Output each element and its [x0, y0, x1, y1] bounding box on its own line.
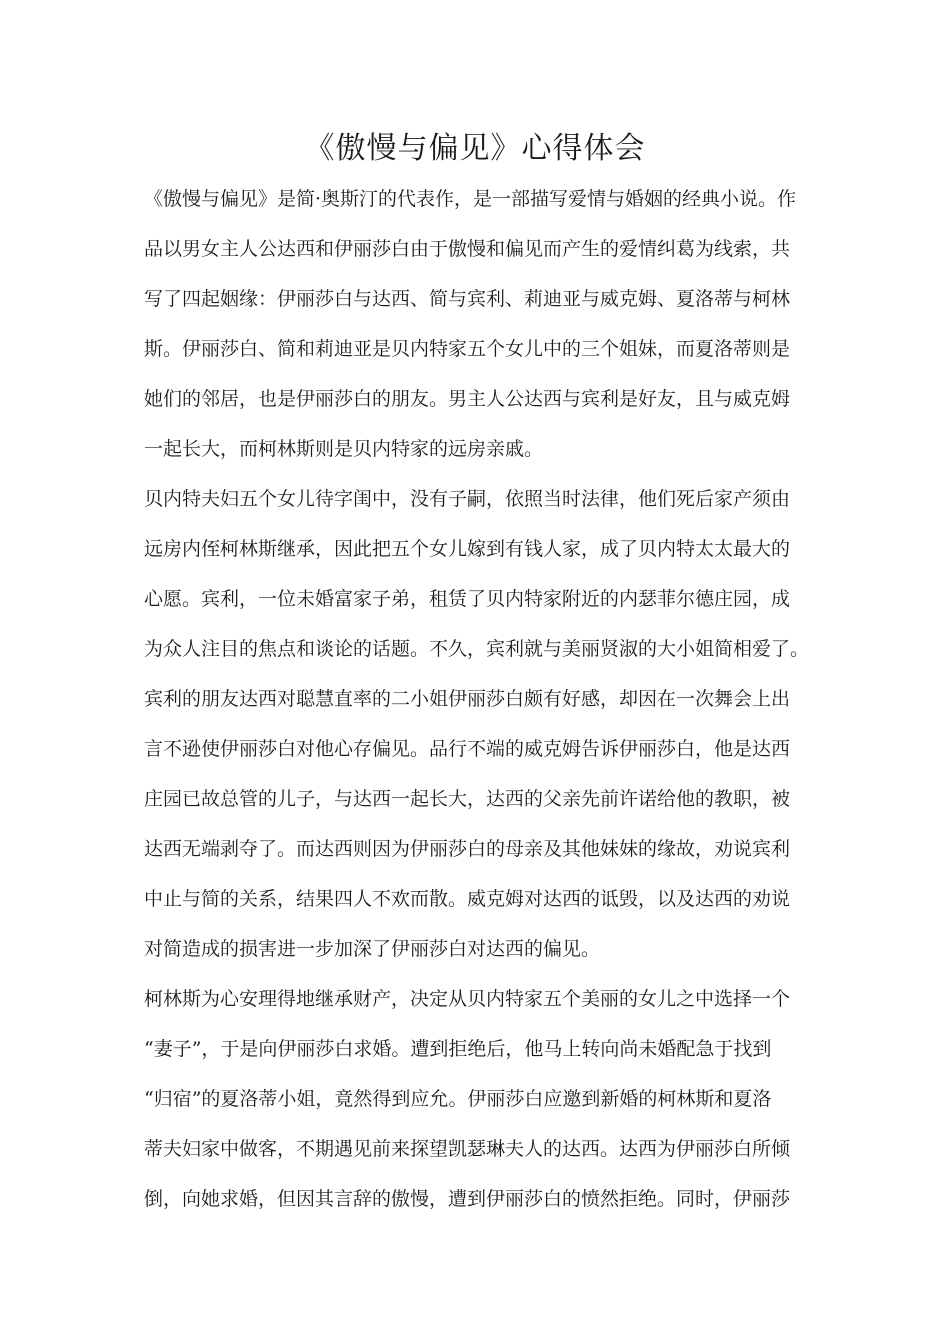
body-line: 宾利的朋友达西对聪慧直率的二小姐伊丽莎白颇有好感，却因在一次舞会上出: [144, 688, 791, 710]
body-line: 一起长大，而柯林斯则是贝内特家的远房亲戚。: [144, 438, 544, 460]
body-line: “妻子”，于是向伊丽莎白求婚。遭到拒绝后，他马上转向尚未婚配急于找到: [144, 1038, 772, 1060]
body-line: 她们的邻居，也是伊丽莎白的朋友。男主人公达西与宾利是好友，且与威克姆: [144, 388, 791, 410]
document-title: 《傲慢与偏见》心得体会: [304, 131, 646, 166]
body-line: 远房内侄柯林斯继承，因此把五个女儿嫁到有钱人家，成了贝内特太太最大的: [144, 538, 791, 560]
body-line: 柯林斯为心安理得地继承财产，决定从贝内特家五个美丽的女儿之中选择一个: [144, 988, 791, 1010]
body-line: 倒，向她求婚，但因其言辞的傲慢，遭到伊丽莎白的愤然拒绝。同时，伊丽莎: [144, 1188, 791, 1210]
body-line: 斯。伊丽莎白、简和莉迪亚是贝内特家五个女儿中的三个姐妹，而夏洛蒂则是: [144, 338, 791, 360]
body-line: 对简造成的损害进一步加深了伊丽莎白对达西的偏见。: [144, 938, 601, 960]
body-line: 蒂夫妇家中做客，不期遇见前来探望凯瑟琳夫人的达西。达西为伊丽莎白所倾: [144, 1138, 791, 1160]
body-line: 《傲慢与偏见》是简·奥斯汀的代表作，是一部描写爱情与婚姻的经典小说。作: [144, 188, 797, 210]
body-line: 中止与简的关系，结果四人不欢而散。威克姆对达西的诋毁，以及达西的劝说: [144, 888, 791, 910]
body-line: 心愿。宾利，一位未婚富家子弟，租赁了贝内特家附近的内瑟菲尔德庄园，成: [144, 588, 791, 610]
body-line: 庄园已故总管的儿子，与达西一起长大，达西的父亲先前许诺给他的教职，被: [144, 788, 791, 810]
body-line: 写了四起姻缘：伊丽莎白与达西、简与宾利、莉迪亚与威克姆、夏洛蒂与柯林: [144, 288, 791, 310]
body-line: 达西无端剥夺了。而达西则因为伊丽莎白的母亲及其他妹妹的缘故，劝说宾利: [144, 838, 791, 860]
body-line: 贝内特夫妇五个女儿待字闺中，没有子嗣，依照当时法律，他们死后家产须由: [144, 488, 791, 510]
body-line: 品以男女主人公达西和伊丽莎白由于傲慢和偏见而产生的爱情纠葛为线索，共: [144, 238, 791, 260]
body-line: “归宿”的夏洛蒂小姐，竟然得到应允。伊丽莎白应邀到新婚的柯林斯和夏洛: [144, 1088, 772, 1110]
body-line: 言不逊使伊丽莎白对他心存偏见。品行不端的威克姆告诉伊丽莎白，他是达西: [144, 738, 791, 760]
body-line: 为众人注目的焦点和谈论的话题。不久，宾利就与美丽贤淑的大小姐简相爱了。: [144, 638, 810, 660]
document-body: [144, 181, 824, 1231]
